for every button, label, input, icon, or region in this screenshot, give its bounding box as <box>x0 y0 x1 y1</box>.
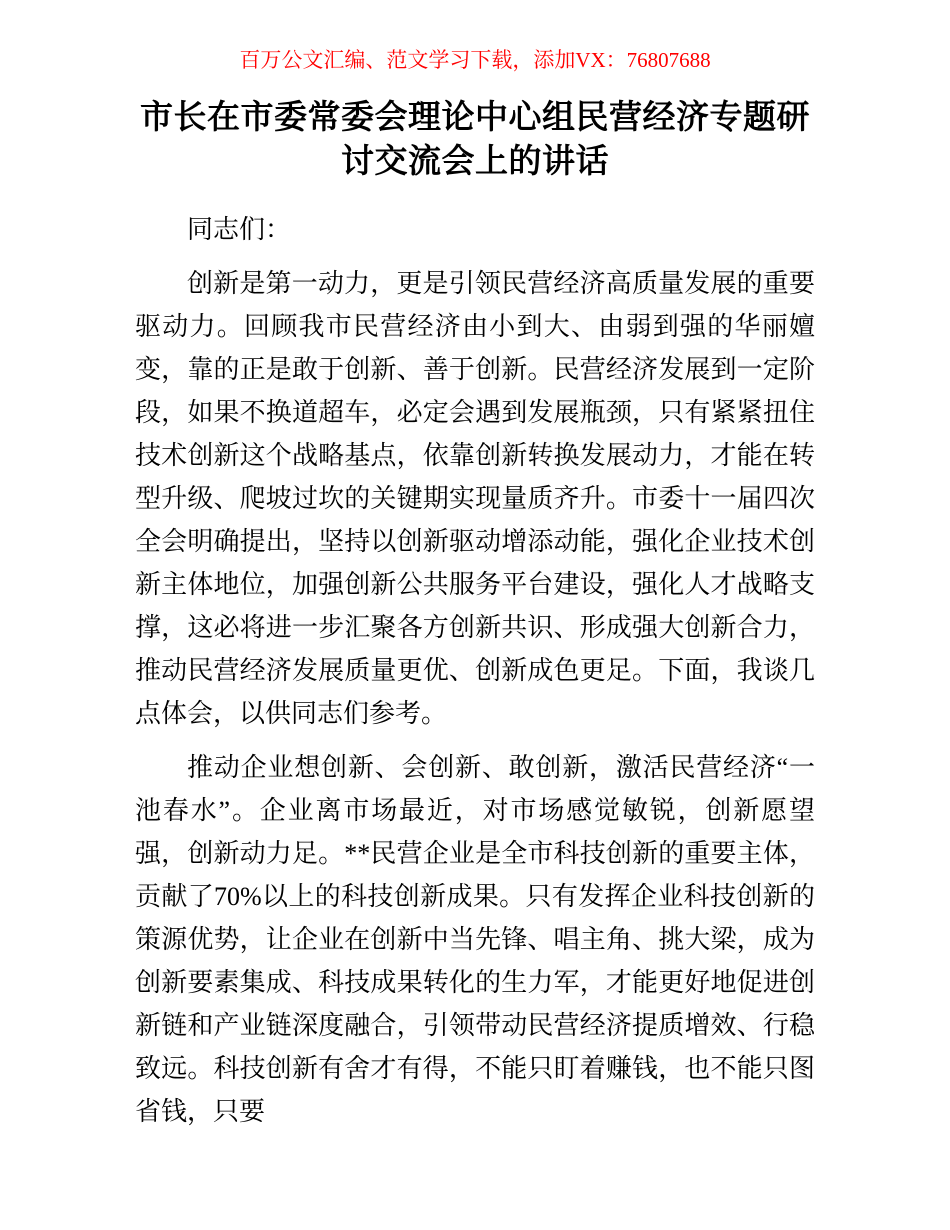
salutation-line: 同志们： <box>187 215 292 244</box>
header-ad-notice: 百万公文汇编、范文学习下载，添加VX：76807688 <box>239 48 711 72</box>
document-title: 市长在市委常委会理论中心组民营经济专题研讨交流会上的讲话 <box>140 100 810 180</box>
body-paragraph-2: 推动企业想创新、会创新、敢创新，激活民营经济“一池春水”。企业离市场最近，对市场感觉敏锐，创新愿望强，创新动力足。**民营企业是全市科技创新的重要主体，贡献了70%以上的科技创新成果。只有发挥企业科技创新的策源优势，让企业在创新中当先锋、唱主角、挑大梁，成为创新要素集成、科技成果转化的生力军，才能更好地促进创新链和产业链深度融合，引领带动民营经济提质增效、行稳致远。科技创新有舍才有得，不能只盯着赚钱，也不能只图省钱，只要 <box>135 753 815 1126</box>
body-paragraph-1: 创新是第一动力，更是引领民营经济高质量发展的重要驱动力。回顾我市民营经济由小到大、由弱到强的华丽嬗变，靠的正是敢于创新、善于创新。民营经济发展到一定阶段，如果不换道超车，必定会遇到发展瓶颈，只有紧紧扭住技术创新这个战略基点，依靠创新转换发展动力，才能在转型升级、爬坡过坎的关键期实现量质齐升。市委十一届四次全会明确提出，坚持以创新驱动增添动能，强化企业技术创新主体地位，加强创新公共服务平台建设，强化人才战略支撑，这必将进一步汇聚各方创新共识、形成强大创新合力，推动民营经济发展质量更优、创新成色更足。下面，我谈几点体会，以供同志们参考。 <box>135 269 815 728</box>
